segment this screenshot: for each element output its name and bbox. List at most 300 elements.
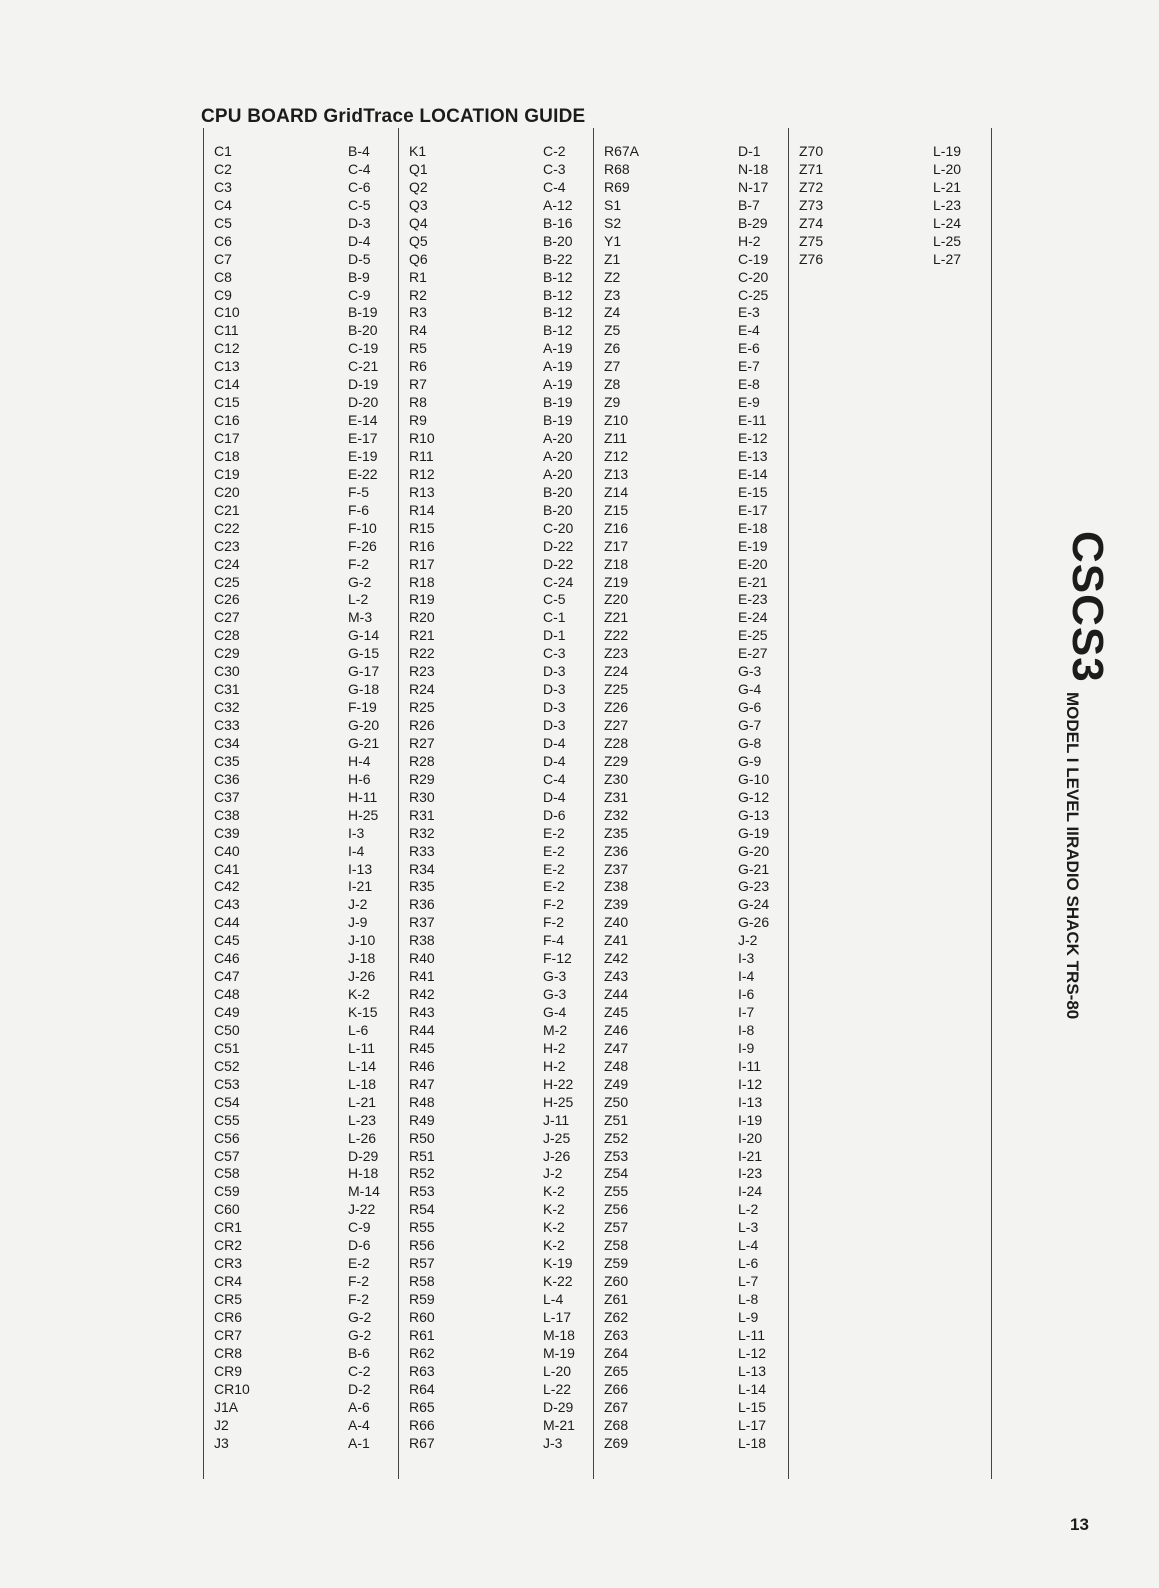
table-row bbox=[409, 986, 595, 1004]
component-ref: R45 bbox=[409, 1039, 435, 1056]
table-row bbox=[799, 215, 985, 233]
table-row bbox=[214, 484, 400, 502]
grid-location: G-10 bbox=[738, 770, 770, 787]
grid-location: D-5 bbox=[348, 250, 371, 267]
table-row bbox=[214, 1237, 400, 1255]
component-ref: C22 bbox=[214, 519, 240, 536]
component-ref: Q5 bbox=[409, 232, 428, 249]
table-row bbox=[409, 269, 595, 287]
component-ref: Z54 bbox=[604, 1165, 629, 1182]
grid-location: G-3 bbox=[738, 663, 762, 680]
grid-location: J-18 bbox=[348, 950, 376, 967]
table-row bbox=[604, 484, 790, 502]
table-row bbox=[214, 1381, 400, 1399]
table-row bbox=[409, 1076, 595, 1094]
table-row bbox=[604, 143, 790, 161]
table-row bbox=[604, 1255, 790, 1273]
component-ref: CR7 bbox=[214, 1326, 243, 1343]
side-caption-line-2: MODEL I LEVEL II bbox=[1063, 692, 1082, 836]
table-row bbox=[214, 861, 400, 879]
table-row bbox=[409, 1381, 595, 1399]
table-row bbox=[214, 376, 400, 394]
table-row bbox=[409, 1417, 595, 1435]
table-row bbox=[214, 197, 400, 215]
grid-location: K-19 bbox=[543, 1255, 573, 1272]
grid-location: D-1 bbox=[543, 627, 566, 644]
component-ref: C20 bbox=[214, 483, 240, 500]
grid-location: E-9 bbox=[738, 394, 760, 411]
grid-location: L-12 bbox=[738, 1344, 767, 1361]
grid-location: C-9 bbox=[348, 1219, 371, 1236]
grid-location: E-2 bbox=[348, 1255, 370, 1272]
component-ref: R3 bbox=[409, 304, 427, 321]
component-ref: C38 bbox=[214, 806, 240, 823]
grid-location: C-4 bbox=[543, 178, 566, 195]
table-row bbox=[604, 1309, 790, 1327]
component-ref: CR5 bbox=[214, 1291, 243, 1307]
grid-location: G-14 bbox=[348, 627, 380, 644]
grid-location: G-20 bbox=[348, 717, 380, 733]
table-row bbox=[604, 215, 790, 233]
component-ref: C50 bbox=[214, 1021, 240, 1038]
side-code-text: CSCS3 bbox=[1063, 531, 1112, 683]
grid-location: G-3 bbox=[543, 968, 567, 985]
grid-location: G-2 bbox=[348, 1308, 372, 1325]
component-ref: Z10 bbox=[604, 412, 629, 429]
component-ref: R31 bbox=[409, 806, 435, 823]
grid-location: M-2 bbox=[543, 1021, 568, 1038]
table-row bbox=[604, 663, 790, 681]
component-ref: R15 bbox=[409, 519, 435, 536]
table-row bbox=[409, 717, 595, 735]
table-row bbox=[604, 1022, 790, 1040]
grid-location: K-2 bbox=[543, 1201, 565, 1218]
grid-location: E-17 bbox=[348, 430, 378, 446]
table-row bbox=[604, 753, 790, 771]
grid-location: C-6 bbox=[348, 178, 371, 195]
component-ref: C45 bbox=[214, 932, 240, 949]
component-ref: Z40 bbox=[604, 914, 629, 931]
grid-location: C-2 bbox=[348, 1362, 371, 1379]
grid-location: E-2 bbox=[543, 860, 565, 877]
table-row bbox=[214, 143, 400, 161]
grid-location: E-12 bbox=[738, 430, 768, 446]
component-ref: R28 bbox=[409, 752, 435, 769]
grid-location: E-2 bbox=[543, 824, 565, 841]
grid-location: L-14 bbox=[738, 1380, 767, 1397]
table-row bbox=[604, 1004, 790, 1022]
grid-location: C-19 bbox=[348, 340, 379, 357]
table-row bbox=[214, 1417, 400, 1435]
grid-location: G-17 bbox=[348, 663, 380, 680]
grid-location: L-15 bbox=[738, 1398, 767, 1415]
table-row bbox=[799, 179, 985, 197]
table-row bbox=[214, 161, 400, 179]
table-row bbox=[604, 574, 790, 592]
component-ref: Z69 bbox=[604, 1434, 629, 1451]
table-row bbox=[604, 1076, 790, 1094]
component-ref: R42 bbox=[409, 986, 435, 1003]
component-ref: J1A bbox=[214, 1398, 239, 1415]
table-row bbox=[214, 1004, 400, 1022]
grid-location: L-6 bbox=[348, 1021, 369, 1038]
table-row bbox=[409, 1273, 595, 1291]
guide-column-2 bbox=[398, 128, 575, 1479]
grid-location: D-19 bbox=[348, 376, 379, 393]
table-row bbox=[604, 861, 790, 879]
grid-location: B-16 bbox=[543, 214, 573, 231]
table-row bbox=[214, 843, 400, 861]
table-row bbox=[214, 681, 400, 699]
component-ref: Z67 bbox=[604, 1398, 629, 1415]
grid-location: J-2 bbox=[348, 896, 368, 913]
component-ref: R32 bbox=[409, 824, 435, 841]
grid-location: H-2 bbox=[738, 232, 761, 249]
grid-location: D-3 bbox=[543, 663, 566, 680]
component-ref: Z37 bbox=[604, 860, 629, 877]
table-row bbox=[214, 287, 400, 305]
component-ref: R56 bbox=[409, 1237, 435, 1254]
component-ref: R4 bbox=[409, 322, 427, 339]
component-ref: C30 bbox=[214, 663, 240, 680]
component-ref: Z13 bbox=[604, 465, 629, 482]
component-ref: Z17 bbox=[604, 537, 629, 554]
component-ref: Z39 bbox=[604, 896, 629, 913]
component-ref: C58 bbox=[214, 1165, 240, 1182]
table-row bbox=[409, 574, 595, 592]
table-row bbox=[604, 358, 790, 376]
table-row bbox=[604, 304, 790, 322]
grid-location: A-4 bbox=[348, 1416, 370, 1433]
component-ref: R38 bbox=[409, 932, 435, 949]
table-row bbox=[604, 1040, 790, 1058]
table-row bbox=[604, 340, 790, 358]
table-row bbox=[409, 1363, 595, 1381]
table-row bbox=[214, 556, 400, 574]
component-ref: C17 bbox=[214, 430, 240, 446]
component-ref: C1 bbox=[214, 143, 232, 159]
table-row bbox=[214, 896, 400, 914]
table-row bbox=[214, 771, 400, 789]
grid-location: C-20 bbox=[543, 519, 574, 536]
grid-location: C-1 bbox=[543, 609, 566, 626]
table-row bbox=[214, 1201, 400, 1219]
table-row bbox=[604, 1219, 790, 1237]
table-row bbox=[214, 735, 400, 753]
component-ref: Z6 bbox=[604, 340, 621, 357]
table-row bbox=[409, 609, 595, 627]
grid-location: G-2 bbox=[348, 573, 372, 590]
table-row bbox=[604, 591, 790, 609]
component-ref: R63 bbox=[409, 1362, 435, 1379]
table-row bbox=[409, 591, 595, 609]
table-row bbox=[409, 1435, 595, 1453]
component-ref: R8 bbox=[409, 394, 427, 411]
grid-location: G-4 bbox=[738, 681, 762, 698]
grid-location: L-21 bbox=[348, 1093, 377, 1110]
table-row bbox=[604, 1381, 790, 1399]
grid-location: F-2 bbox=[348, 1291, 369, 1307]
component-ref: C32 bbox=[214, 699, 240, 716]
component-ref: C29 bbox=[214, 645, 240, 662]
grid-location: K-2 bbox=[543, 1237, 565, 1254]
grid-location: G-23 bbox=[738, 878, 770, 895]
component-ref: C59 bbox=[214, 1183, 240, 1200]
component-ref: C44 bbox=[214, 914, 240, 931]
grid-location: J-2 bbox=[738, 932, 758, 949]
grid-location: B-19 bbox=[543, 394, 573, 411]
component-ref: R43 bbox=[409, 1004, 435, 1020]
component-ref: R23 bbox=[409, 663, 435, 680]
table-row bbox=[604, 699, 790, 717]
component-ref: C16 bbox=[214, 412, 240, 429]
table-row bbox=[409, 825, 595, 843]
grid-location: E-22 bbox=[348, 465, 378, 482]
component-ref: C48 bbox=[214, 986, 240, 1003]
table-row bbox=[409, 753, 595, 771]
component-ref: Z5 bbox=[604, 322, 621, 339]
component-ref: K1 bbox=[409, 143, 427, 159]
component-ref: J2 bbox=[214, 1416, 229, 1433]
component-ref: R12 bbox=[409, 465, 435, 482]
grid-location: G-21 bbox=[348, 734, 380, 751]
grid-location: C-3 bbox=[543, 160, 566, 177]
table-row bbox=[604, 1237, 790, 1255]
grid-location: C-20 bbox=[738, 268, 769, 285]
table-row bbox=[214, 215, 400, 233]
component-ref: C19 bbox=[214, 465, 240, 482]
table-row bbox=[409, 197, 595, 215]
table-row bbox=[214, 269, 400, 287]
component-ref: R53 bbox=[409, 1183, 435, 1200]
grid-location: A-12 bbox=[543, 196, 573, 213]
grid-location: E-11 bbox=[738, 412, 767, 429]
component-ref: C7 bbox=[214, 250, 232, 267]
table-row bbox=[214, 1291, 400, 1309]
component-ref: Z47 bbox=[604, 1039, 629, 1056]
grid-location: C-2 bbox=[543, 143, 566, 159]
table-row bbox=[214, 609, 400, 627]
table-row bbox=[214, 914, 400, 932]
component-ref: Z59 bbox=[604, 1255, 629, 1272]
grid-location: N-18 bbox=[738, 160, 769, 177]
component-ref: Z2 bbox=[604, 268, 621, 285]
grid-location: K-2 bbox=[348, 986, 370, 1003]
table-row bbox=[604, 932, 790, 950]
table-row bbox=[604, 322, 790, 340]
component-ref: R33 bbox=[409, 842, 435, 859]
table-row bbox=[409, 1130, 595, 1148]
table-row bbox=[214, 1399, 400, 1417]
grid-location: L-11 bbox=[348, 1039, 375, 1056]
table-row bbox=[214, 968, 400, 986]
component-ref: R64 bbox=[409, 1380, 435, 1397]
table-row bbox=[604, 914, 790, 932]
grid-location: I-11 bbox=[738, 1057, 762, 1074]
component-ref: Y1 bbox=[604, 232, 622, 249]
grid-location: J-11 bbox=[543, 1111, 570, 1128]
table-row bbox=[409, 914, 595, 932]
component-ref: Z71 bbox=[799, 160, 824, 177]
table-row bbox=[214, 574, 400, 592]
grid-location: D-4 bbox=[543, 734, 566, 751]
grid-location: D-4 bbox=[348, 232, 371, 249]
table-row bbox=[409, 1219, 595, 1237]
component-ref: R57 bbox=[409, 1255, 435, 1272]
table-row bbox=[214, 322, 400, 340]
grid-location: A-19 bbox=[543, 340, 573, 357]
grid-location: J-3 bbox=[543, 1434, 563, 1451]
component-ref: Z73 bbox=[799, 196, 824, 213]
grid-location: G-19 bbox=[738, 824, 770, 841]
grid-location: I-4 bbox=[738, 968, 755, 985]
component-ref: Z23 bbox=[604, 645, 629, 662]
grid-location: H-2 bbox=[543, 1039, 566, 1056]
table-row bbox=[604, 843, 790, 861]
component-ref: Z38 bbox=[604, 878, 629, 895]
component-ref: Z64 bbox=[604, 1344, 629, 1361]
component-ref: R60 bbox=[409, 1308, 435, 1325]
grid-location: G-6 bbox=[738, 699, 762, 716]
component-ref: R35 bbox=[409, 878, 435, 895]
table-row bbox=[604, 466, 790, 484]
grid-location: D-3 bbox=[348, 214, 371, 231]
table-row bbox=[214, 304, 400, 322]
component-ref: R51 bbox=[409, 1147, 435, 1164]
table-row bbox=[409, 143, 595, 161]
grid-location: A-19 bbox=[543, 358, 573, 375]
table-row bbox=[214, 520, 400, 538]
grid-location: M-14 bbox=[348, 1183, 380, 1200]
grid-location: A-20 bbox=[543, 447, 573, 464]
grid-location: L-17 bbox=[738, 1416, 767, 1433]
table-row bbox=[604, 1130, 790, 1148]
grid-location: M-21 bbox=[543, 1416, 575, 1433]
component-ref: CR2 bbox=[214, 1237, 243, 1254]
table-row bbox=[604, 1363, 790, 1381]
guide-column-4 bbox=[788, 128, 962, 1479]
table-row bbox=[604, 502, 790, 520]
grid-location: I-21 bbox=[348, 878, 373, 895]
component-ref: Z32 bbox=[604, 806, 629, 823]
component-ref: CR3 bbox=[214, 1255, 243, 1272]
component-ref: Z35 bbox=[604, 824, 629, 841]
grid-location: L-23 bbox=[933, 196, 962, 213]
grid-location: G-3 bbox=[543, 986, 567, 1003]
component-ref: R62 bbox=[409, 1344, 435, 1361]
table-row bbox=[409, 1327, 595, 1345]
table-row bbox=[409, 1058, 595, 1076]
grid-location: F-2 bbox=[543, 914, 564, 931]
grid-location: B-7 bbox=[738, 196, 760, 213]
component-ref: R30 bbox=[409, 788, 435, 805]
table-row bbox=[214, 394, 400, 412]
table-row bbox=[214, 1219, 400, 1237]
grid-location: E-2 bbox=[543, 842, 565, 859]
table-row bbox=[409, 699, 595, 717]
component-ref: Z55 bbox=[604, 1183, 629, 1200]
table-row bbox=[409, 645, 595, 663]
table-row bbox=[409, 556, 595, 574]
component-ref: Z19 bbox=[604, 573, 629, 590]
component-ref: C55 bbox=[214, 1111, 240, 1128]
table-row bbox=[214, 1183, 400, 1201]
grid-location: J-2 bbox=[543, 1165, 563, 1182]
table-row bbox=[214, 448, 400, 466]
component-ref: Z48 bbox=[604, 1057, 629, 1074]
grid-location: I-7 bbox=[738, 1004, 755, 1020]
component-ref: R52 bbox=[409, 1165, 435, 1182]
component-ref: Z28 bbox=[604, 734, 629, 751]
grid-location: L-14 bbox=[348, 1057, 377, 1074]
table-row bbox=[214, 1076, 400, 1094]
component-ref: C39 bbox=[214, 824, 240, 841]
grid-location: L-19 bbox=[933, 143, 962, 159]
grid-location: I-3 bbox=[738, 950, 755, 967]
grid-location: L-20 bbox=[933, 160, 962, 177]
component-ref: Z29 bbox=[604, 752, 629, 769]
table-row bbox=[409, 538, 595, 556]
side-code bbox=[1062, 531, 1112, 683]
grid-location: I-12 bbox=[738, 1075, 763, 1092]
table-row bbox=[409, 161, 595, 179]
table-row bbox=[409, 663, 595, 681]
grid-location: B-20 bbox=[543, 483, 573, 500]
grid-location: F-4 bbox=[543, 932, 564, 949]
table-row bbox=[409, 215, 595, 233]
component-ref: Z36 bbox=[604, 842, 629, 859]
component-ref: Q2 bbox=[409, 178, 428, 195]
table-row bbox=[409, 771, 595, 789]
table-row bbox=[214, 1345, 400, 1363]
table-row bbox=[604, 251, 790, 269]
table-row bbox=[214, 1327, 400, 1345]
grid-location: C-4 bbox=[348, 160, 371, 177]
table-row bbox=[604, 269, 790, 287]
table-row bbox=[214, 233, 400, 251]
component-ref: C25 bbox=[214, 573, 240, 590]
component-ref: C13 bbox=[214, 358, 240, 375]
table-row bbox=[214, 663, 400, 681]
grid-location: G-12 bbox=[738, 788, 770, 805]
component-ref: C57 bbox=[214, 1147, 240, 1164]
component-ref: C6 bbox=[214, 232, 232, 249]
grid-location: H-25 bbox=[348, 806, 379, 823]
table-row bbox=[604, 771, 790, 789]
component-ref: C35 bbox=[214, 752, 240, 769]
table-row bbox=[409, 861, 595, 879]
grid-location: D-22 bbox=[543, 555, 574, 572]
table-row bbox=[799, 233, 985, 251]
table-row bbox=[799, 251, 985, 269]
grid-location: L-22 bbox=[543, 1380, 572, 1397]
grid-location: L-8 bbox=[738, 1291, 759, 1307]
table-row bbox=[604, 807, 790, 825]
grid-location: E-8 bbox=[738, 376, 760, 393]
component-ref: Q4 bbox=[409, 214, 428, 231]
component-ref: Z9 bbox=[604, 394, 621, 411]
table-row bbox=[214, 789, 400, 807]
component-ref: C8 bbox=[214, 268, 232, 285]
table-row bbox=[604, 1112, 790, 1130]
component-ref: R40 bbox=[409, 950, 435, 967]
table-row bbox=[604, 986, 790, 1004]
table-row bbox=[409, 843, 595, 861]
grid-location: F-6 bbox=[348, 501, 369, 518]
component-ref: Z58 bbox=[604, 1237, 629, 1254]
grid-location: G-24 bbox=[738, 896, 770, 913]
table-row bbox=[604, 627, 790, 645]
